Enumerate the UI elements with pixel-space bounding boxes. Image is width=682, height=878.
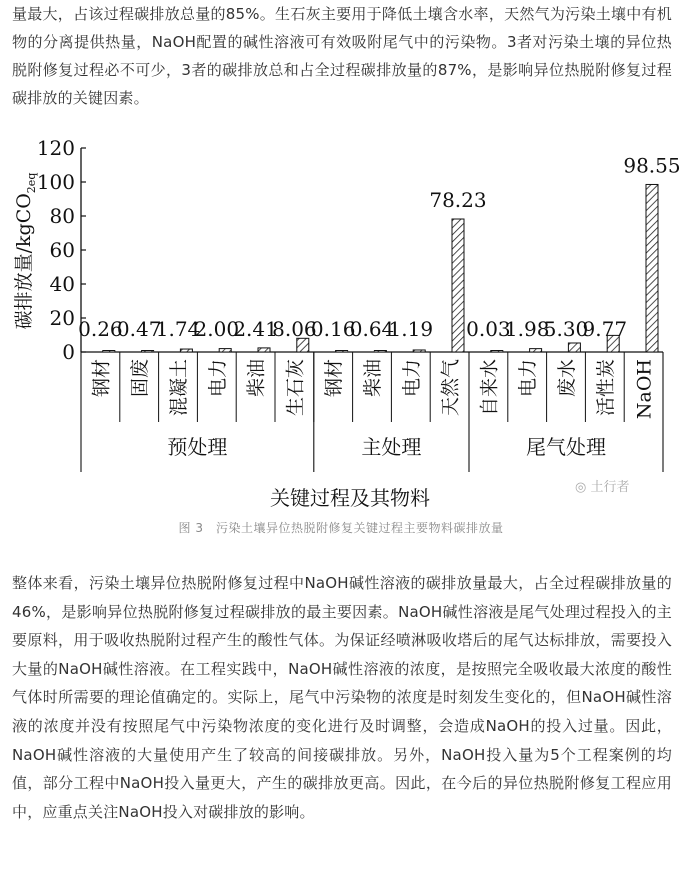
bar-value-label: 8.06 (272, 317, 317, 341)
bar (258, 348, 270, 352)
category-label: 电力 (206, 359, 229, 398)
category-label: 钢材 (323, 359, 346, 398)
category-label: 活性炭 (594, 359, 617, 417)
y-axis-label-subscript: 2eq (25, 172, 38, 194)
bar (336, 351, 348, 353)
category-label: 混凝土 (168, 359, 190, 417)
category-label: 生石灰 (284, 359, 307, 417)
category-label: 废水 (556, 359, 578, 398)
watermark-label: 土行者 (590, 480, 630, 495)
y-tick-label: 80 (49, 204, 75, 228)
bar (142, 351, 154, 353)
y-tick-label: 60 (49, 238, 75, 262)
bar (452, 219, 464, 352)
x-axis-label: 关键过程及其物料 (270, 486, 430, 510)
axes (13, 136, 663, 472)
bar (180, 349, 192, 352)
y-tick-label: 100 (36, 170, 75, 194)
bar-value-label: 1.98 (504, 317, 550, 341)
category-label: 柴油 (362, 359, 384, 398)
bar-value-label: 98.55 (623, 153, 681, 178)
category-label: 固废 (129, 359, 152, 398)
group-label: 尾气处理 (526, 435, 606, 459)
figure-caption: 图 3 污染土壤异位热脱附修复关键过程主要物料碳排放量 (178, 521, 504, 535)
bar-value-label: 0.47 (116, 317, 162, 341)
bar (568, 343, 580, 352)
category-label: 电力 (517, 359, 540, 398)
bar-value-label: 2.00 (194, 317, 240, 341)
bar (413, 350, 425, 352)
bar-value-label: 9.77 (582, 317, 628, 341)
bar (646, 184, 658, 352)
paragraph-bottom: 整体来看，污染土壤异位热脱附修复过程中NaOH碱性溶液的碳排放量最大，占全过程碳排放量的46%，是影响异位热脱附修复过程碳排放的最主要因素。NaOH碱性溶液是尾气处理过程投入的主要原料，用于吸收热脱附过程产生的酸性气体。为保证经喷淋吸收塔后的尾气达标排放，需要投入大量的NaOH碱性溶液。在工程实践中，NaOH碱性溶液的浓度，是按照完全吸收最大浓度的酸性气体时所需要的理论值确定的。实际上，尾气中污染物的浓度是时刻发生变化的，但NaOH碱性溶液的浓度并没有按照尾气中污染物浓度的变化进行及时调整，会造成NaOH的投入过量。因此，NaOH碱性溶液的大量使用产生了较高的间接碳排放。另外，NaOH投入量为5个工程案例的均值，部分工程中NaOH投入量更大，产生的碳排放更高。因此，在今后的异位热脱附修复工程应用中，应重点关注NaOH投入对碳排放的影响。 (12, 574, 672, 821)
group-label: 主处理 (361, 435, 422, 459)
bar (103, 351, 115, 353)
watermark-text (575, 476, 630, 495)
y-tick-label: 40 (49, 272, 75, 296)
labels (78, 153, 680, 510)
group-label: 预处理 (167, 435, 228, 459)
bar-value-label: 0.64 (349, 317, 395, 341)
y-tick-label: 20 (49, 306, 75, 330)
category-label: 钢材 (90, 359, 113, 398)
bar (374, 351, 386, 353)
bar (491, 351, 503, 353)
bar-value-label: 78.23 (429, 188, 487, 213)
bar-value-label: 1.19 (388, 317, 434, 341)
bar (530, 349, 542, 352)
category-label: 电力 (400, 359, 423, 398)
bar-value-label: 0.16 (310, 317, 356, 341)
y-axis-label: 碳排放量/kgCO$_{2eq}$ (13, 172, 38, 330)
category-label: 天然气 (439, 359, 462, 417)
bar-value-label: 0.03 (466, 317, 511, 341)
bar-value-label: 5.30 (543, 317, 589, 341)
paragraph-top: 量最大，占该过程碳排放总量的85%。生石灰主要用于降低土壤含水率，天然气为污染土壤中有机物的分离提供热量，NaOH配置的碱性溶液可有效吸附尾气中的污染物。3者对污染土壤的异位热脱附修复过程必不可少，3者的碳排放总和占全过程碳排放量的87%，是影响异位热脱附修复过程碳排放的关键因素。 (12, 5, 672, 107)
y-tick-label: 0 (62, 340, 75, 364)
wechat-icon: ◎ (575, 480, 587, 495)
category-label: 自来水 (478, 359, 501, 417)
bar (219, 349, 231, 352)
category-label: 柴油 (245, 359, 268, 398)
category-label: NaOH (633, 359, 656, 420)
bar-value-label: 0.26 (78, 317, 123, 341)
bar-value-label: 1.74 (155, 317, 201, 341)
bar-value-label: 2.41 (233, 317, 278, 341)
y-tick-label: 120 (36, 136, 75, 160)
